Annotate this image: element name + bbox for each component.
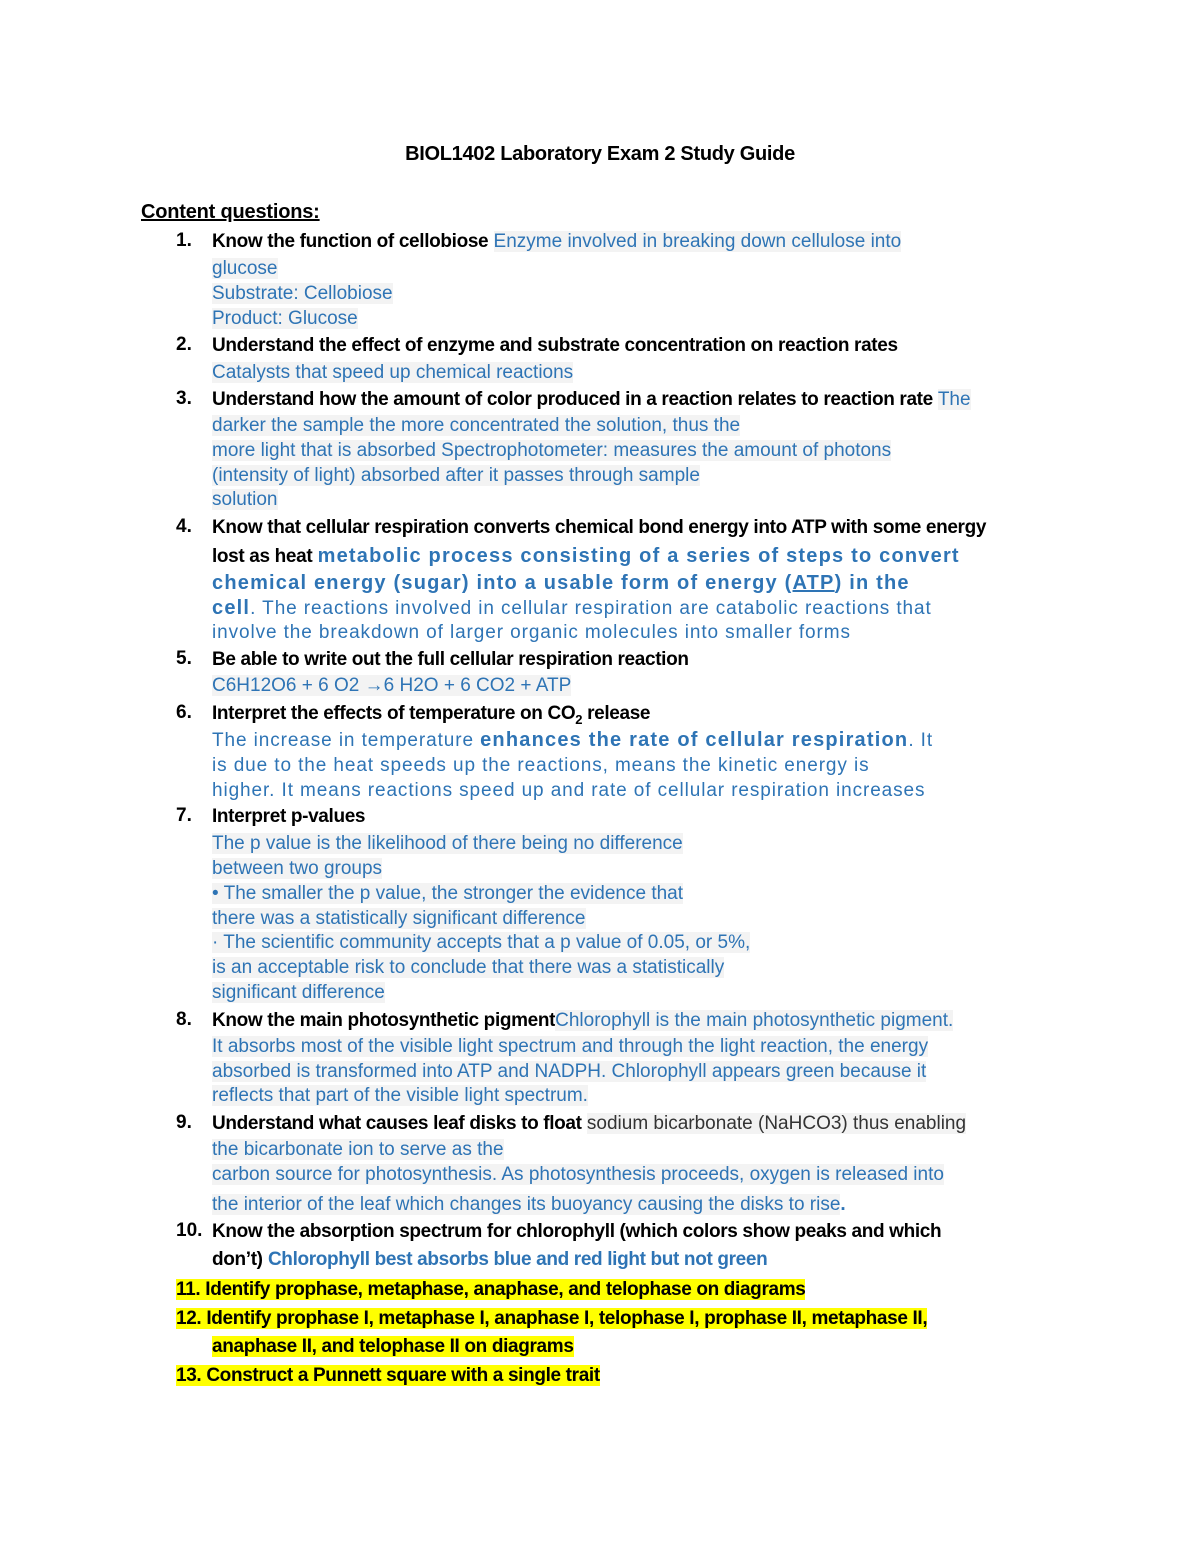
answer-bold-text: ATP xyxy=(792,572,835,594)
answer-text: sodium bicarbonate (NaHCO3) thus enabling xyxy=(586,1113,967,1134)
item-line xyxy=(212,414,740,438)
answer-text: the interior of the leaf which changes its buoyancy causing the disks to rise xyxy=(212,1194,841,1215)
answer-bold-text: enhances the rate of cellular respiration xyxy=(480,729,909,751)
question-text: Identify prophase, metaphase, anaphase, and telophase on diagrams xyxy=(205,1279,806,1300)
item-line xyxy=(212,439,891,463)
item-line xyxy=(212,361,573,385)
item-line xyxy=(212,931,750,955)
item-line xyxy=(212,832,683,856)
question-text: Know that cellular respiration converts chemical bond energy into ATP with some energy xyxy=(212,517,987,538)
item-line xyxy=(212,388,971,412)
item-line xyxy=(212,1248,767,1272)
answer-text: The p value is the likelihood of there being no difference xyxy=(212,833,683,854)
question-text: Construct a Punnett square with a single trait xyxy=(206,1365,600,1386)
item-line xyxy=(212,307,358,331)
item-line xyxy=(212,1138,504,1162)
answer-text: there was a statistically significant difference xyxy=(212,908,586,929)
item-line xyxy=(212,464,700,488)
item-number: 7. xyxy=(176,805,192,826)
question-text: release xyxy=(582,703,651,724)
item-line xyxy=(212,779,925,803)
answer-text: . xyxy=(840,1194,846,1215)
answer-text: 6 H2O + 6 CO2 + ATP xyxy=(383,675,572,696)
answer-bold-text: metabolic process consisting of a series of steps to convert xyxy=(317,545,960,567)
item-line xyxy=(212,282,393,306)
answer-text: more light that is absorbed Spectrophotometer: measures the amount of photons xyxy=(212,440,892,461)
question-text: Know the absorption spectrum for chlorophyll (which colors show peaks and which xyxy=(212,1221,942,1242)
item-line xyxy=(212,1220,941,1244)
question-text: Understand how the amount of color produced in a reaction relates to reaction rate xyxy=(212,389,933,410)
item-number: 1. xyxy=(176,230,192,251)
answer-text: the bicarbonate ion to serve as the xyxy=(212,1139,504,1160)
item-line xyxy=(212,956,724,980)
question-text: Know the function of cellobiose xyxy=(212,231,489,252)
answer-text: . The reactions involved in cellular respiration are catabolic reactions that xyxy=(250,598,932,619)
answer-text: absorbed is transformed into ATP and NADPH. Chlorophyll appears green because it xyxy=(212,1061,927,1082)
answer-text: Catalysts that speed up chemical reactions xyxy=(212,362,574,383)
question-text: Interpret the effects of temperature on CO xyxy=(212,703,576,724)
answer-text: Substrate: Cellobiose xyxy=(212,283,393,304)
item-line xyxy=(212,571,910,596)
question-text: Understand what causes leaf disks to float xyxy=(212,1113,582,1134)
item-line xyxy=(212,596,932,621)
question-subscript: 2 xyxy=(575,711,583,727)
item-line xyxy=(176,1307,927,1331)
item-line xyxy=(212,981,385,1005)
item-number: 3. xyxy=(176,388,192,409)
answer-text: involve the breakdown of larger organic molecules into smaller forms xyxy=(212,622,851,643)
item-line xyxy=(212,516,986,540)
item-number: 12. xyxy=(176,1308,202,1329)
answer-text: significant difference xyxy=(212,982,385,1003)
question-text: anaphase II, and telophase II on diagrams xyxy=(212,1336,574,1357)
answer-text: . It xyxy=(908,730,934,751)
answer-text: Product: Glucose xyxy=(212,308,358,329)
item-number: 13. xyxy=(176,1365,202,1386)
answer-text: Chlorophyll is the main photosynthetic pigment. xyxy=(555,1010,954,1031)
item-line xyxy=(212,754,869,778)
answer-text: It absorbs most of the visible light spectrum and through the light reaction, the energy xyxy=(212,1036,929,1057)
answer-text: glucose xyxy=(212,258,278,279)
item-line xyxy=(212,1335,574,1359)
item-line xyxy=(212,544,960,569)
answer-text: is due to the heat speeds up the reactions, means the kinetic energy is xyxy=(212,755,870,776)
item-line xyxy=(212,334,898,358)
item-number: 6. xyxy=(176,702,192,723)
item-line xyxy=(212,1163,944,1187)
question-text: Understand the effect of enzyme and substrate concentration on reaction rates xyxy=(212,335,898,356)
item-line xyxy=(212,728,933,753)
item-number: 8. xyxy=(176,1009,192,1030)
answer-text: reflects that part of the visible light spectrum. xyxy=(212,1085,588,1106)
answer-text: The xyxy=(937,389,971,410)
item-line xyxy=(212,488,278,512)
answer-text: is an acceptable risk to conclude that there was a statistically xyxy=(212,957,725,978)
item-line xyxy=(212,674,571,698)
item-line xyxy=(176,1278,805,1302)
item-line xyxy=(212,621,851,645)
answer-bold-text: Chlorophyll best absorbs blue and red light but not green xyxy=(267,1249,768,1270)
item-number: 4. xyxy=(176,516,192,537)
item-line xyxy=(212,257,278,281)
question-text: Identify prophase I, metaphase I, anaphase I, telophase I, prophase II, metaphase II, xyxy=(206,1308,928,1329)
item-line xyxy=(212,1084,588,1108)
arrow-icon: → xyxy=(364,675,384,696)
item-line xyxy=(212,857,382,881)
question-text: Interpret p-values xyxy=(212,806,366,827)
answer-text: · The scientific community accepts that a p value of 0.05, or 5%, xyxy=(212,932,751,953)
answer-text: Enzyme involved in breaking down cellulose into xyxy=(493,231,902,252)
answer-bold-text: cell xyxy=(212,597,251,619)
item-number: 2. xyxy=(176,334,192,355)
answer-text: The increase in temperature xyxy=(212,730,481,751)
item-line xyxy=(212,1112,966,1136)
answer-text: (intensity of light) absorbed after it passes through sample xyxy=(212,465,700,486)
item-line xyxy=(212,230,901,254)
question-text: Be able to write out the full cellular respiration reaction xyxy=(212,649,689,670)
item-line xyxy=(212,805,365,829)
question-text: Know the main photosynthetic pigment xyxy=(212,1010,556,1031)
answer-text: between two groups xyxy=(212,858,383,879)
item-line xyxy=(212,1009,953,1033)
item-line xyxy=(212,1060,926,1084)
answer-text: higher. It means reactions speed up and rate of cellular respiration increases xyxy=(212,780,926,801)
question-text: don’t) xyxy=(212,1249,263,1270)
section-heading: Content questions: xyxy=(141,201,320,223)
item-line xyxy=(212,907,586,931)
item-line xyxy=(212,1035,928,1059)
item-number: 9. xyxy=(176,1112,192,1133)
answer-bold-text: ) in the xyxy=(834,572,910,594)
item-number: 11. xyxy=(176,1279,201,1300)
item-line xyxy=(212,648,689,672)
question-text: lost as heat xyxy=(212,546,313,567)
answer-text: darker the sample the more concentrated the solution, thus the xyxy=(212,415,741,436)
answer-text: carbon source for photosynthesis. As photosynthesis proceeds, oxygen is released into xyxy=(212,1164,944,1185)
item-number: 10. xyxy=(176,1220,203,1241)
answer-text: • The smaller the p value, the stronger the evidence that xyxy=(212,883,684,904)
document-title: BIOL1402 Laboratory Exam 2 Study Guide xyxy=(405,143,795,165)
answer-text: solution xyxy=(212,489,278,510)
item-line xyxy=(212,1193,845,1217)
item-line xyxy=(212,882,683,906)
item-number: 5. xyxy=(176,648,192,669)
answer-text: C6H12O6 + 6 O2 xyxy=(212,675,365,696)
answer-bold-text: chemical energy (sugar) into a usable form of energy ( xyxy=(212,572,793,594)
item-line xyxy=(176,1364,600,1388)
